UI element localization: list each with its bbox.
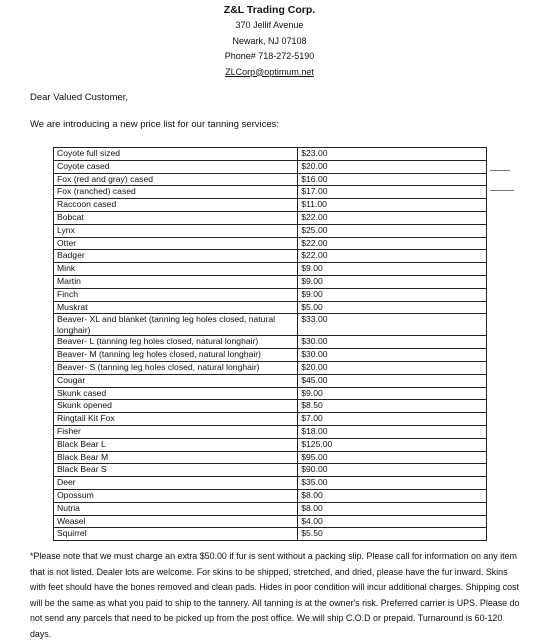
price-cell: $18.00 — [298, 425, 487, 438]
item-cell: Opossum — [54, 489, 298, 502]
item-cell: Finch — [54, 288, 298, 301]
table-row — [54, 211, 487, 224]
item-cell: Black Bear S — [54, 464, 298, 477]
price-cell: $22.00 — [298, 211, 487, 224]
table-row — [54, 263, 487, 276]
price-cell: $7.00 — [298, 413, 487, 426]
table-row — [54, 250, 487, 263]
table-row — [54, 528, 487, 541]
item-cell: Beaver- XL and blanket (tanning leg holes closed, natural longhair) — [54, 314, 298, 336]
table-row — [54, 477, 487, 490]
intro-text: We are introducing a new price list for our tanning services: — [30, 119, 280, 130]
price-cell: $5.50 — [298, 528, 487, 541]
item-cell: Otter — [54, 237, 298, 250]
price-cell: $95.00 — [298, 451, 487, 464]
item-cell: Nutria — [54, 502, 298, 515]
item-cell: Ringtail Kit Fox — [54, 413, 298, 426]
item-cell: Coyote cased — [54, 160, 298, 173]
scan-mark — [490, 170, 510, 171]
table-row — [54, 413, 487, 426]
price-cell: $23.00 — [298, 148, 487, 161]
item-cell: Martin — [54, 275, 298, 288]
item-cell: Bobcat — [54, 211, 298, 224]
table-row — [54, 275, 487, 288]
price-cell: $4.00 — [298, 515, 487, 528]
item-cell: Beaver- L (tanning leg holes closed, natural longhair) — [54, 336, 298, 349]
city-state-zip: Newark, NJ 07108 — [232, 35, 307, 46]
table-row — [54, 186, 487, 199]
table-row — [54, 502, 487, 515]
company-name: Z&L Trading Corp. — [223, 4, 316, 16]
item-cell: Lynx — [54, 224, 298, 237]
item-cell: Mink — [54, 263, 298, 276]
price-cell: $8.50 — [298, 400, 487, 413]
item-cell: Deer — [54, 477, 298, 490]
street-address: 370 Jellif Avenue — [235, 20, 304, 30]
terms-note: *Please note that we must charge an extra $50.00 if fur is sent without a packing slip. Please call for information on any item that is not listed. Dealer lots are welcome. For skins to be shipped, stretched, and dried, please have the fur inward. Skins with feet should have the bones removed and clean pads. Hides in poor condition will incur additional charges. Shipping cost will be the same as what you paid to ship to the tannery. All tanning is at the owner's risk. Preferred carrier is UPS. Please do not send any parcels that need to be picked up from the post office. We will ship C.O.D or prepaid. Turnaround is 60-120 days. — [30, 551, 520, 639]
table-row — [54, 199, 487, 212]
table-row — [54, 288, 487, 301]
price-cell: $9.00 — [298, 275, 487, 288]
price-cell: $9.00 — [298, 263, 487, 276]
item-cell: Cougar — [54, 374, 298, 387]
price-cell: $5.00 — [298, 301, 487, 314]
table-row — [54, 489, 487, 502]
item-cell: Beaver- M (tanning leg holes closed, natural longhair) — [54, 349, 298, 362]
table-row — [54, 425, 487, 438]
table-row — [54, 314, 487, 336]
item-cell: Muskrat — [54, 301, 298, 314]
table-row — [54, 237, 487, 250]
table-row — [54, 160, 487, 173]
phone-number: Phone# 718-272-5190 — [224, 51, 315, 61]
table-row — [54, 224, 487, 237]
table-row — [54, 336, 487, 349]
table-row — [54, 387, 487, 400]
table-row — [54, 148, 487, 161]
item-cell: Raccoon cased — [54, 199, 298, 212]
price-cell: $17.00 — [298, 186, 487, 199]
price-cell: $22.00 — [298, 237, 487, 250]
table-row — [54, 438, 487, 451]
price-cell: $11.00 — [298, 199, 487, 212]
price-cell: $125.00 — [298, 438, 487, 451]
price-cell: $20.00 — [298, 160, 487, 173]
item-cell: Fox (ranched) cased — [54, 186, 298, 199]
price-table — [53, 147, 487, 541]
letterhead — [0, 3, 539, 80]
table-row — [54, 451, 487, 464]
price-cell: $16.00 — [298, 173, 487, 186]
price-cell: $30.00 — [298, 349, 487, 362]
table-row — [54, 173, 487, 186]
table-row — [54, 515, 487, 528]
item-cell: Coyote full sized — [54, 148, 298, 161]
price-cell: $9.00 — [298, 288, 487, 301]
item-cell: Squirrel — [54, 528, 298, 541]
item-cell: Weasel — [54, 515, 298, 528]
item-cell: Badger — [54, 250, 298, 263]
price-cell: $25.00 — [298, 224, 487, 237]
salutation: Dear Valued Customer, — [30, 92, 129, 103]
item-cell: Beaver- S (tanning leg holes closed, natural longhair) — [54, 361, 298, 374]
table-row — [54, 374, 487, 387]
table-row — [54, 464, 487, 477]
email-link[interactable]: ZLCorp@optimum.net — [225, 66, 314, 77]
price-cell: $20.00 — [298, 361, 487, 374]
price-cell: $33.00 — [298, 314, 487, 336]
price-cell: $30.00 — [298, 336, 487, 349]
item-cell: Black Bear L — [54, 438, 298, 451]
item-cell: Black Bear M — [54, 451, 298, 464]
price-cell: $90.00 — [298, 464, 487, 477]
item-cell: Skunk cased — [54, 387, 298, 400]
price-cell: $8.00 — [298, 502, 487, 515]
table-row — [54, 349, 487, 362]
price-cell: $9.00 — [298, 387, 487, 400]
price-cell: $45.00 — [298, 374, 487, 387]
price-cell: $8.00 — [298, 489, 487, 502]
item-cell: Skunk opened — [54, 400, 298, 413]
item-cell: Fisher — [54, 425, 298, 438]
item-cell: Fox (red and gray) cased — [54, 173, 298, 186]
price-cell: $22.00 — [298, 250, 487, 263]
price-cell: $35.00 — [298, 477, 487, 490]
scan-mark — [490, 190, 514, 191]
table-row — [54, 361, 487, 374]
table-row — [54, 301, 487, 314]
table-row — [54, 400, 487, 413]
